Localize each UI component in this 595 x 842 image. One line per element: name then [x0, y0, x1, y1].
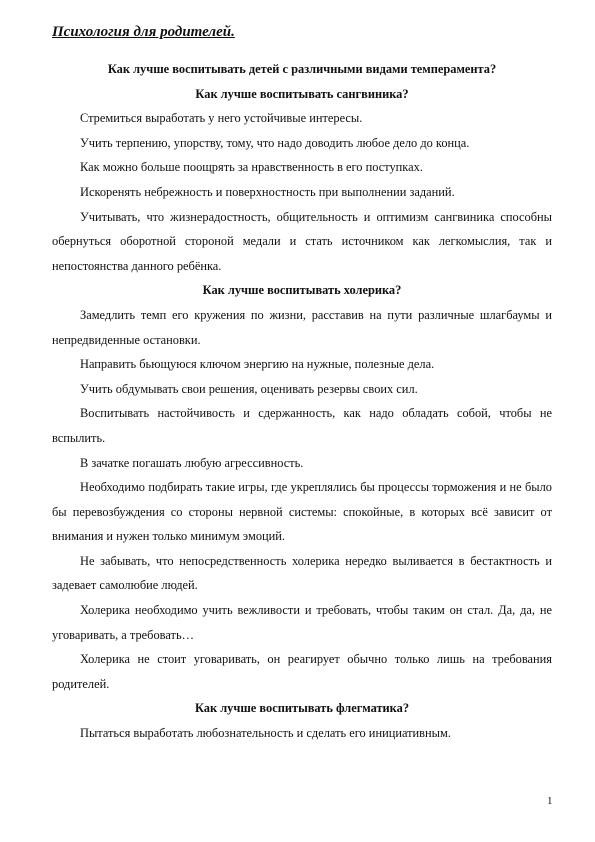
choleric-heading: Как лучше воспитывать холерика? [202, 283, 402, 298]
sanguine-paragraph: Искоренять небрежность и поверхностность при выполнении заданий. [80, 184, 455, 199]
document-title: Психология для родителей. [52, 24, 235, 40]
phlegmatic-paragraph: Пытаться выработать любознательность и сделать его инициативным. [80, 726, 451, 741]
sanguine-paragraph: Учить терпению, упорству, тому, что надо доводить любое дело до конца. [80, 135, 470, 150]
choleric-paragraph: Замедлить темп его кружения по жизни, расставив на пути различные шлагбаумы и непредвиденные остановки. [52, 307, 552, 347]
phlegmatic-heading: Как лучше воспитывать флегматика? [194, 701, 410, 716]
choleric-paragraph: Холерика не стоит уговаривать, он реагирует обычно только лишь на требования родителей. [52, 652, 552, 691]
choleric-paragraph: Воспитывать настойчивость и сдержанность, как надо обладать собой, чтобы не вспылить. [52, 406, 552, 445]
choleric-paragraph: Направить бьющуюся ключом энергию на нужные, полезные дела. [80, 357, 435, 372]
main-question-heading: Как лучше воспитывать детей с различными видами темперамента? [107, 62, 497, 76]
choleric-paragraph: Не забывать, что непосредственность холерика нередко выливается в бестактность и задевает самолюбие людей. [52, 553, 552, 593]
sanguine-paragraph: Учитывать, что жизнерадостность, общительность и оптимизм сангвиника способны обернуться оборотной стороной медали и стать источником как легкомыслия, так и непостоянства данного ребёнка. [52, 209, 552, 273]
choleric-paragraph: Учить обдумывать свои решения, оценивать резервы своих сил. [80, 381, 418, 396]
document-body [52, 57, 552, 746]
page-number: 1 [547, 795, 553, 807]
choleric-paragraph: Необходимо подбирать такие игры, где укреплялись бы процессы торможения и не было бы перевозбуждения со стороны нервной системы: спокойные, в которых всё зависит от внимания и нужен только минимум эмоций. [52, 480, 552, 544]
sanguine-heading: Как лучше воспитывать сангвиника? [195, 86, 409, 101]
sanguine-paragraph: Как можно больше поощрять за нравственность в его поступках. [80, 160, 423, 175]
choleric-paragraph: В зачатке погашать любую агрессивность. [80, 455, 304, 470]
sanguine-paragraph: Стремиться выработать у него устойчивые интересы. [80, 111, 363, 126]
choleric-paragraph: Холерика необходимо учить вежливости и требовать, чтобы таким он стал. Да, да, не уговаривать, а требовать… [52, 603, 552, 642]
